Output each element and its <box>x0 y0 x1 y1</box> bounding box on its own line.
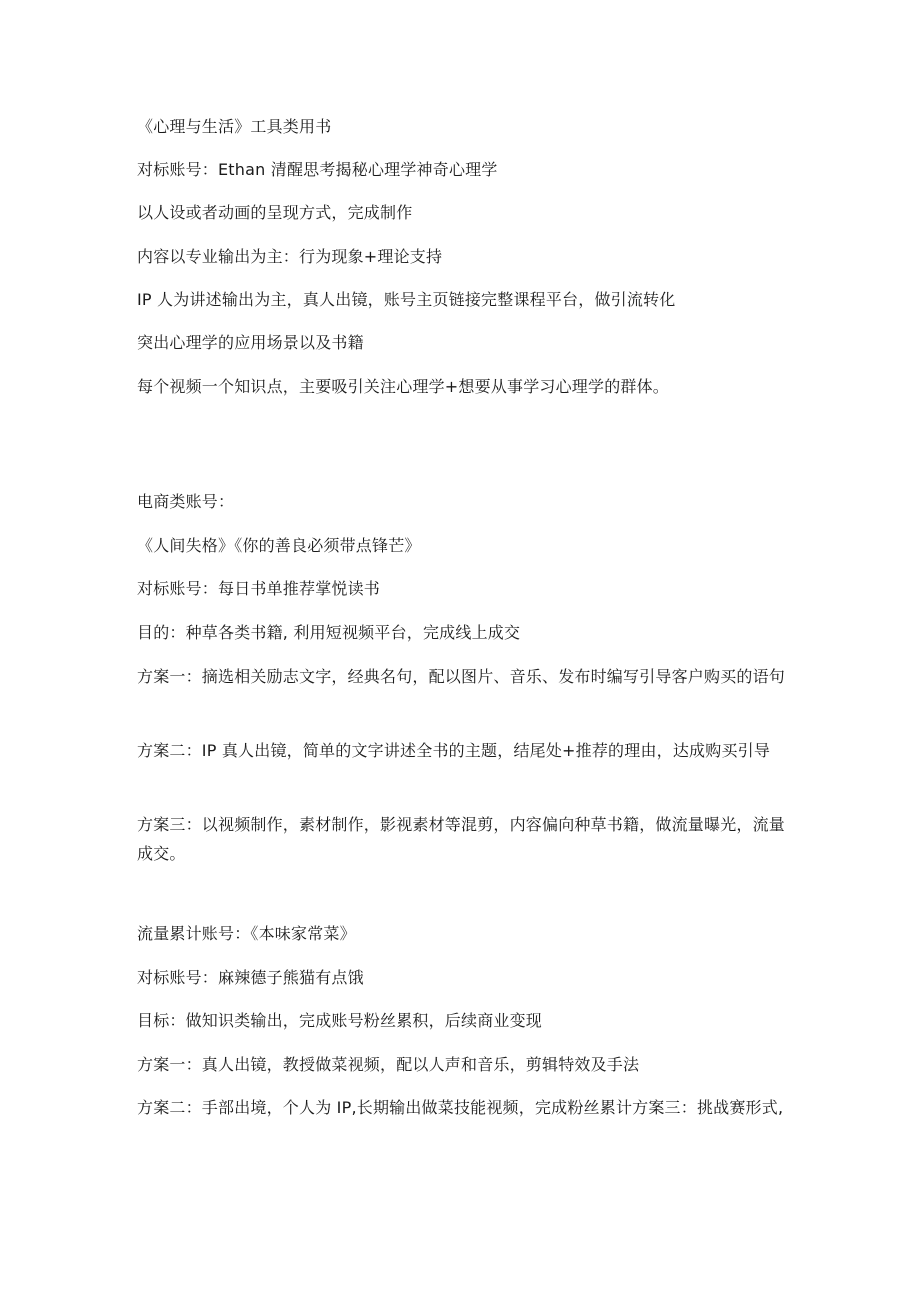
section3-plan1: 方案一：真人出镜，教授做菜视频，配以人声和音乐，剪辑特效及手法 <box>137 1055 640 1074</box>
section2-heading: 电商类账号： <box>137 492 235 511</box>
section2-benchmark: 对标账号：每日书单推荐掌悦读书 <box>137 579 381 598</box>
section2-plan1: 方案一：摘选相关励志文字，经典名句，配以图片、音乐、发布时编写引导客户购买的语句 <box>137 667 786 686</box>
section1-benchmark: 对标账号：Ethan 清醒思考揭秘心理学神奇心理学 <box>137 160 498 179</box>
section1-title: 《心理与生活》工具类用书 <box>137 117 332 136</box>
section1-content: 内容以专业输出为主：行为现象+理论支持 <box>137 247 443 266</box>
section3-benchmark: 对标账号：麻辣德子熊猫有点饿 <box>137 968 364 987</box>
section2-plan3: 方案三：以视频制作，素材制作，影视素材等混剪，内容偏向种草书籍，做流量曝光，流量成交。 <box>137 815 786 863</box>
section2-books: 《人间失格》《你的善良必须带点锋芒》 <box>137 536 421 555</box>
section2-plan2: 方案二：IP 真人出镜，简单的文字讲述全书的主题，结尾处+推荐的理由，达成购买引导 <box>137 741 771 760</box>
section1-ip: IP 人为讲述输出为主，真人出镜，账号主页链接完整课程平台，做引流转化 <box>137 290 676 309</box>
section3-goal: 目标：做知识类输出，完成账号粉丝累积，后续商业变现 <box>137 1011 543 1030</box>
section1-audience: 每个视频一个知识点，主要吸引关注心理学+想要从事学习心理学的群体。 <box>137 377 670 396</box>
section3-plan2: 方案二：手部出境，个人为 IP,长期输出做菜技能视频，完成粉丝累计方案三：挑战赛形式, <box>137 1098 784 1117</box>
section3-heading: 流量累计账号：《本味家常菜》 <box>137 924 356 943</box>
section1-presentation: 以人设或者动画的呈现方式，完成制作 <box>137 203 413 222</box>
section2-goal: 目的：种草各类书籍, 利用短视频平台，完成线上成交 <box>137 623 521 642</box>
section1-highlight: 突出心理学的应用场景以及书籍 <box>137 333 364 352</box>
